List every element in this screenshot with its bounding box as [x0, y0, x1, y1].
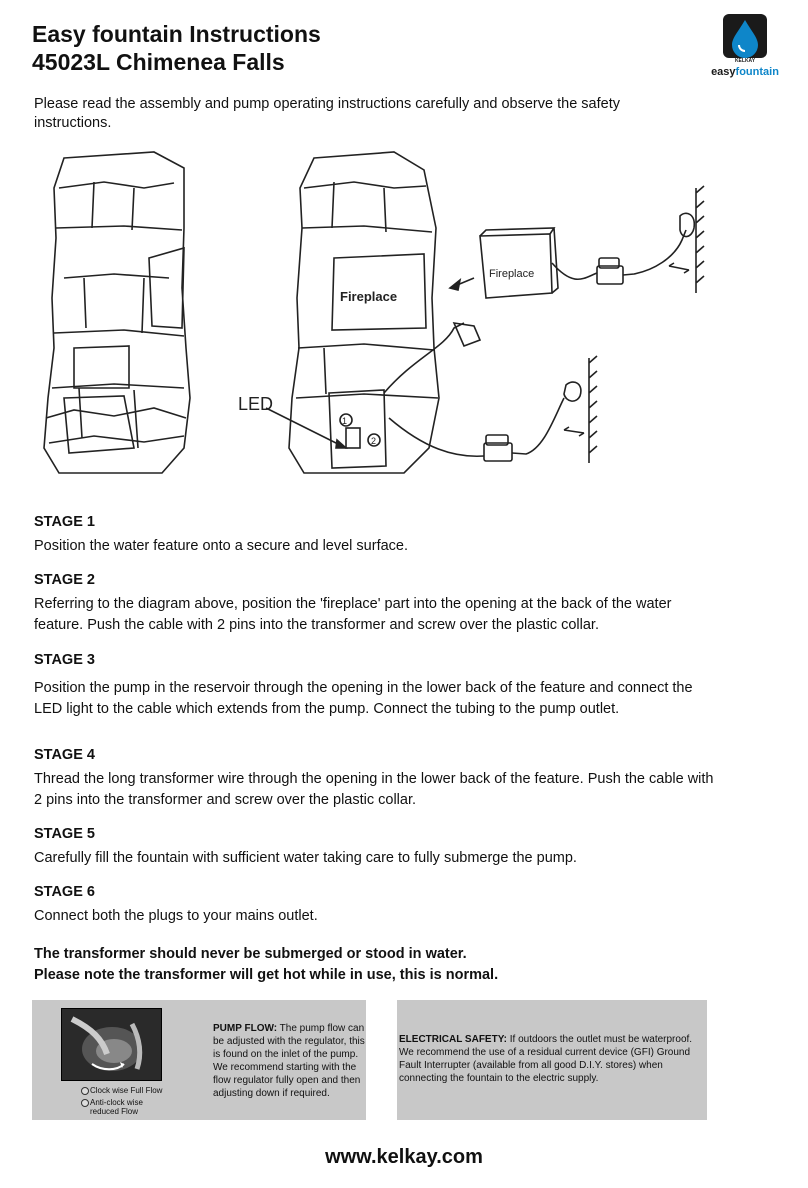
electrical-safety-text: If outdoors the outlet must be waterproof. We recommend the use of a residual current device (GFI) Ground Fault Interrupter (available from all good D.I.Y. stores) when connecting the fountain to the electric supply.: [399, 1034, 693, 1084]
pump-flow-note: [213, 1022, 365, 1100]
fireplace-label-1: Fireplace: [340, 289, 398, 304]
stage-1-text: Position the water feature onto a secure and level surface.: [34, 538, 408, 554]
pump-flow-box: [32, 1000, 366, 1120]
electrical-safety-note: [399, 1033, 704, 1085]
electrical-safety-label: ELECTRICAL SAFETY:: [399, 1034, 507, 1045]
legend-anticlockwise: Anti-clock wise reduced Flow: [90, 1098, 150, 1116]
stage-3-heading: STAGE 3: [34, 652, 95, 668]
clockwise-marker-icon: [81, 1087, 89, 1095]
title-line-2: 45023L Chimenea Falls: [32, 49, 285, 75]
led-label: LED: [238, 394, 274, 414]
stage-3-text: Position the pump in the reservoir through the opening in the lower back of the feature and connect the LED light to the cable which extends from the pump. Connect the tubing to the pump outlet.: [34, 680, 693, 717]
stage-1: [34, 512, 724, 557]
stage-5-text: Carefully fill the fountain with sufficient water taking care to fully submerge the pump.: [34, 850, 577, 866]
stage-3: [34, 650, 724, 720]
stage-5: [34, 824, 724, 869]
stage-6-text: Connect both the plugs to your mains outlet.: [34, 908, 318, 924]
anticlockwise-marker-icon: [81, 1099, 89, 1107]
stage-2-heading: STAGE 2: [34, 572, 95, 588]
stage-4-heading: STAGE 4: [34, 747, 95, 763]
stage-4: [34, 745, 724, 811]
diagram-number-2: 2: [371, 436, 377, 446]
pump-flow-text: The pump flow can be adjusted with the regulator, this is found on the inlet of the pump. We recommend starting with the flow regulator fully open and then adjusting down if required.: [213, 1023, 365, 1099]
fireplace-label-2: Fireplace: [489, 268, 535, 280]
page-title: [32, 20, 321, 76]
stage-6-heading: STAGE 6: [34, 884, 95, 900]
title-line-1: Easy fountain Instructions: [32, 21, 321, 47]
stage-1-heading: STAGE 1: [34, 514, 95, 530]
transformer-warning: [34, 944, 498, 986]
stage-2-text: Referring to the diagram above, position the 'fireplace' part into the opening at the back of the water feature. Push the cable with 2 pins into the transformer and screw over the plastic collar.: [34, 596, 672, 633]
kelkay-logo: [705, 14, 785, 80]
legend-clockwise: Clock wise Full Flow: [90, 1086, 162, 1095]
warning-line-2: Please note the transformer will get hot while in use, this is normal.: [34, 967, 499, 983]
logo-brand: KELKAY: [734, 58, 756, 64]
svg-text:easyfountain: [711, 66, 779, 78]
logo-product-word2: fountain: [735, 66, 779, 78]
fountain-back-outline: [289, 152, 439, 473]
stage-5-heading: STAGE 5: [34, 826, 95, 842]
warning-line-1: The transformer should never be submerged or stood in water.: [34, 946, 467, 962]
stage-4-text: Thread the long transformer wire through the opening in the lower back of the feature. Push the cable with 2 pins into the transformer and screw over the plastic collar.: [34, 771, 714, 808]
water-drop-icon: [705, 14, 785, 80]
electrical-safety-box: [397, 1000, 707, 1120]
stage-6: [34, 882, 724, 927]
logo-product-word1: easy: [711, 66, 736, 78]
footer-url[interactable]: www.kelkay.com: [325, 1146, 483, 1168]
intro-text: Please read the assembly and pump operating instructions carefully and observe the safety instructions.: [34, 96, 620, 131]
stage-2: [34, 570, 724, 636]
diagram-number-1: 1: [342, 416, 348, 426]
assembly-diagram: [34, 148, 764, 493]
pump-regulator-photo: [61, 1008, 162, 1081]
pump-flow-label: PUMP FLOW:: [213, 1023, 278, 1034]
